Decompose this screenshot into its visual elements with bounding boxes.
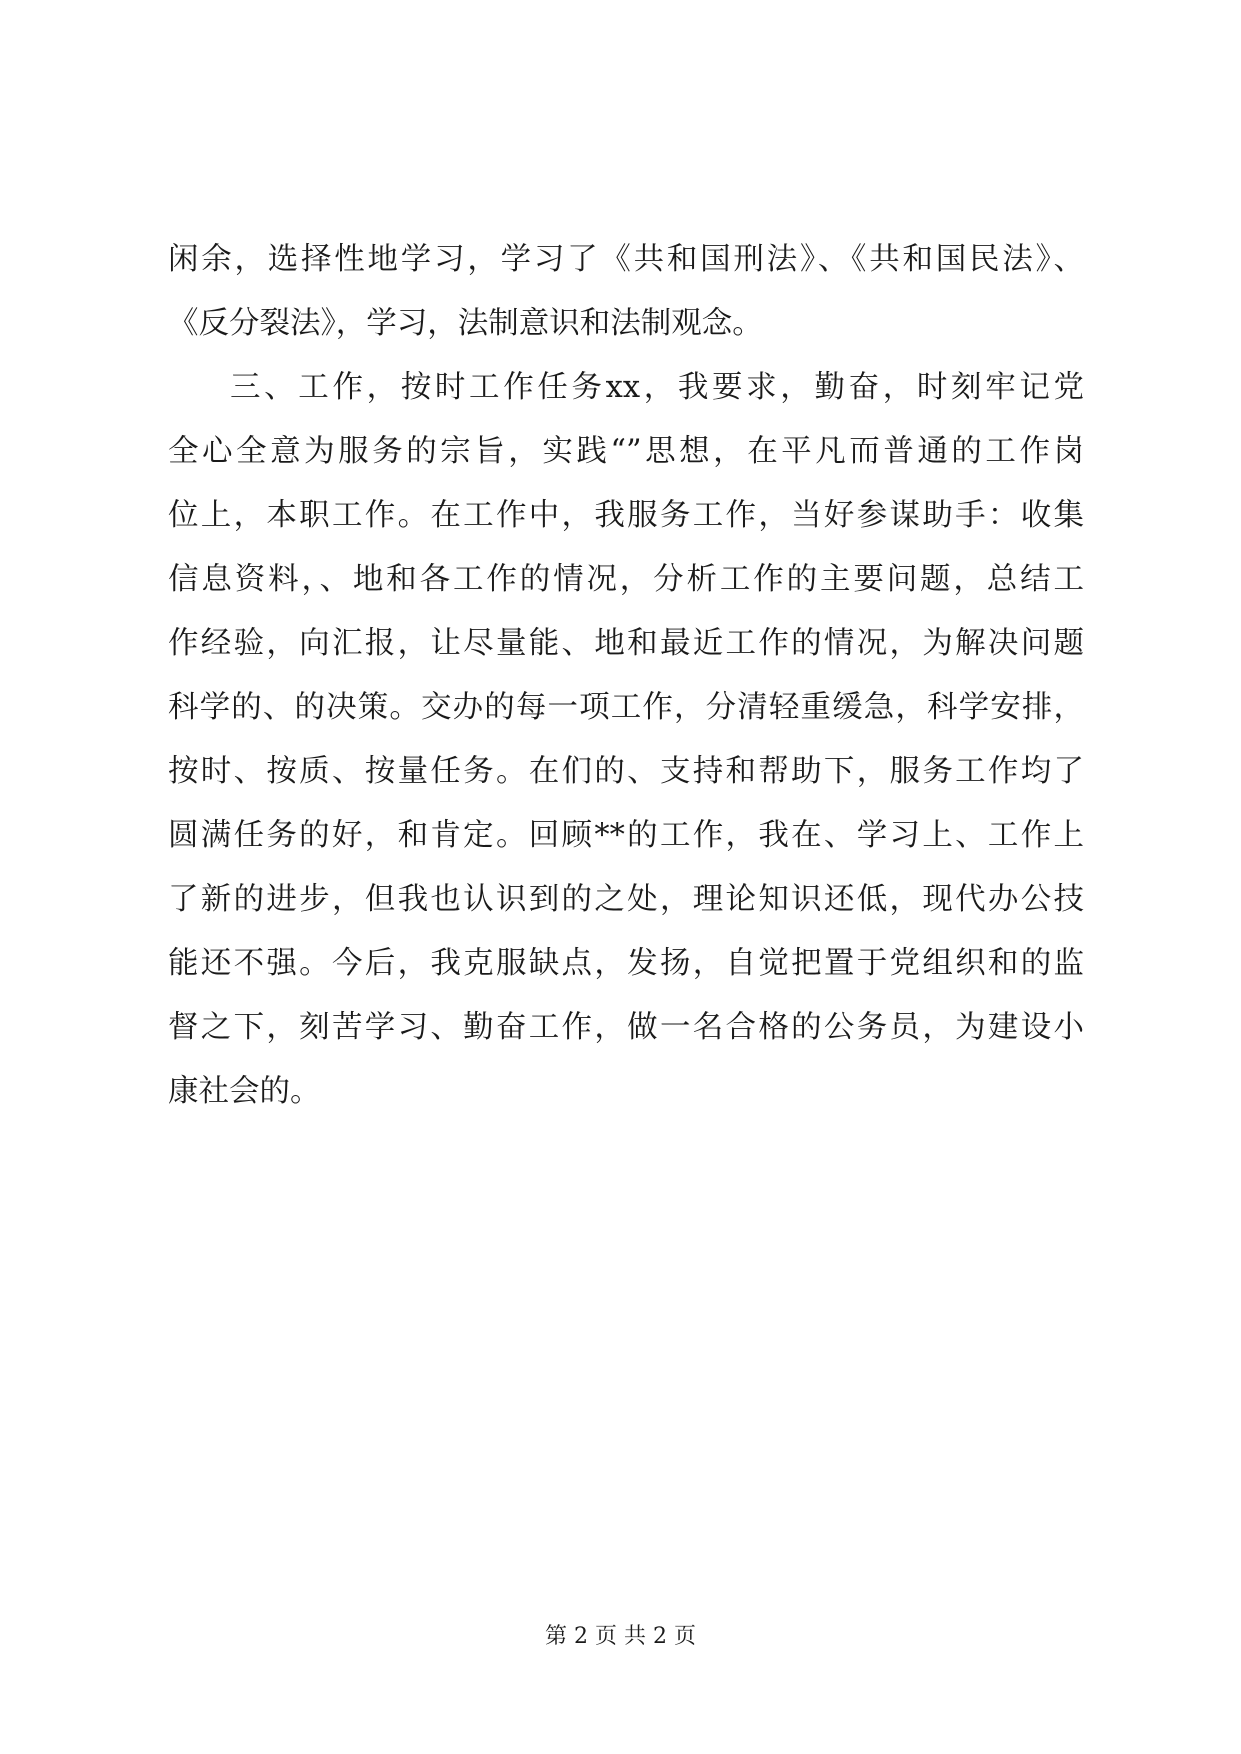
text-line-6: 信息资料，、地和各工作的情况，分析工作的主要问题，总结工 — [168, 562, 1084, 597]
page-footer: 第 2 页 共 2 页 — [545, 1624, 696, 1649]
text-line-5: 位上，本职工作。在工作中，我服务工作，当好参谋助手：收集 — [168, 498, 1084, 533]
text-line-2: 《反分裂法》，学习，法制意识和法制观念。 — [168, 306, 763, 341]
text-line-8: 科学的、的决策。交办的每一项工作，分清轻重缓急，科学安排， — [168, 690, 1084, 725]
text-line-14: 康社会的。 — [168, 1074, 321, 1109]
text-line-12: 能还不强。今后，我克服缺点，发扬，自觉把置于党组织和的监 — [168, 946, 1084, 981]
text-line-13: 督之下，刻苦学习、勤奋工作，做一名合格的公务员，为建设小 — [168, 1010, 1084, 1045]
text-line-4: 全心全意为服务的宗旨，实践“”思想，在平凡而普通的工作岗 — [168, 434, 1084, 469]
text-line-9: 按时、按质、按量任务。在们的、支持和帮助下，服务工作均了 — [168, 754, 1084, 789]
text-line-7: 作经验，向汇报，让尽量能、地和最近工作的情况，为解决问题 — [168, 626, 1084, 661]
text-line-1: 闲余，选择性地学习，学习了《共和国刑法》、《共和国民法》、 — [168, 242, 1084, 277]
text-line-3: 三、工作，按时工作任务xx，我要求，勤奋，时刻牢记党 — [230, 370, 1084, 405]
body-text — [168, 228, 1084, 1124]
text-line-10: 圆满任务的好，和肯定。回顾**的工作，我在、学习上、工作上 — [168, 818, 1084, 853]
text-line-11: 了新的进步，但我也认识到的之处，理论知识还低，现代办公技 — [168, 882, 1084, 917]
